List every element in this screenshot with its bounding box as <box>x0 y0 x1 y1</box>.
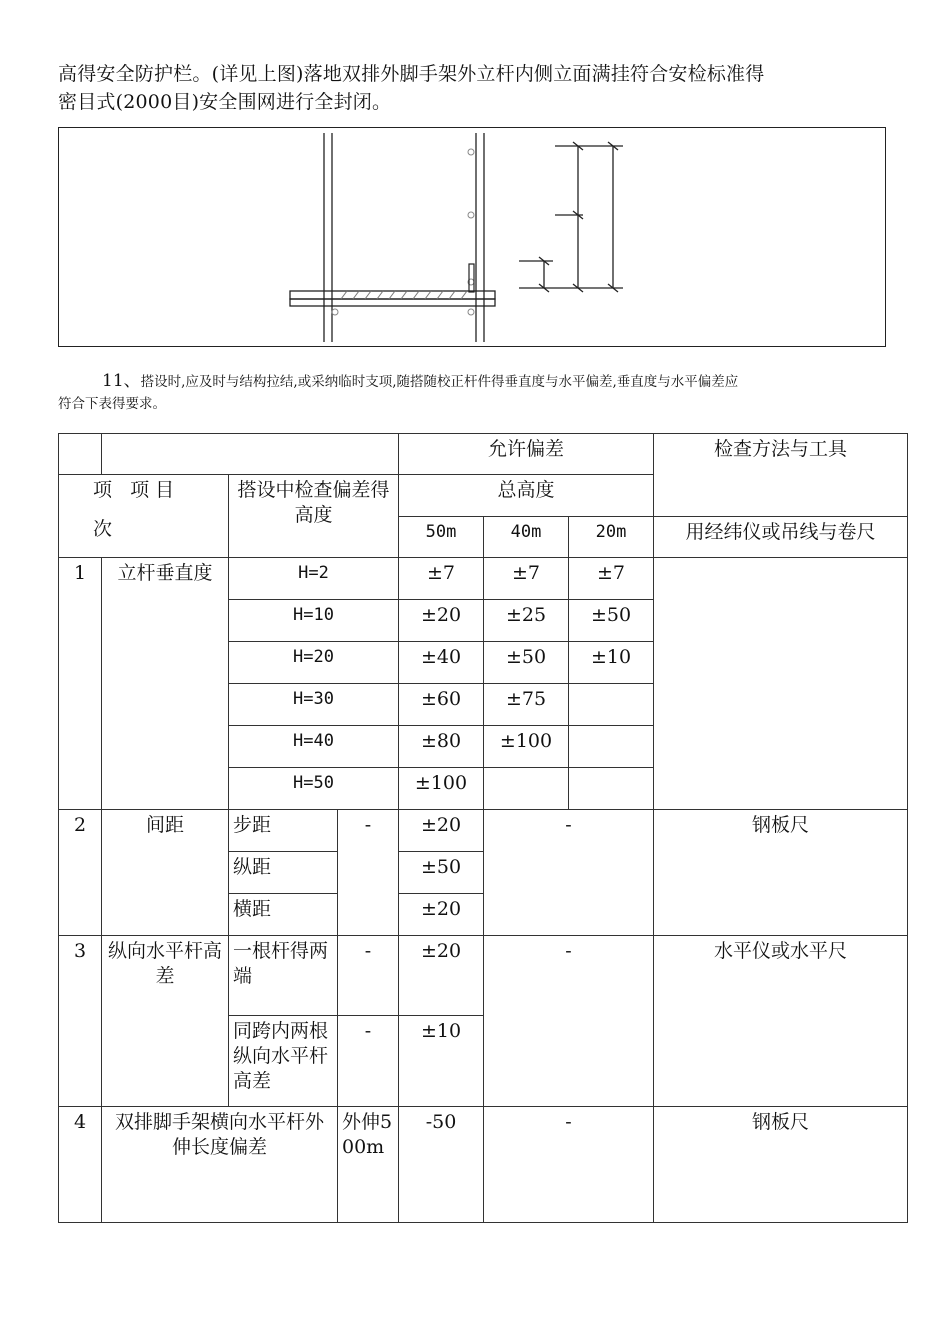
header-50m: 50m <box>399 517 484 558</box>
row4-value: -50 <box>399 1107 484 1223</box>
row2-dash: - <box>484 810 654 936</box>
row1-40m: ±50 <box>484 642 569 684</box>
row1-50m: ±20 <box>399 600 484 642</box>
guardrail-drawing <box>59 128 887 348</box>
row2-method: 钢板尺 <box>654 810 908 936</box>
row3-mark: - <box>338 1016 399 1107</box>
row3-name: 纵向水平杆高差 <box>102 936 229 1107</box>
header-20m: 20m <box>569 517 654 558</box>
header-height-during: 搭设中检查偏差得高度 <box>229 475 399 558</box>
row1-50m: ±100 <box>399 768 484 810</box>
row2-label: 纵距 <box>229 852 338 894</box>
row1-height: H=10 <box>229 600 399 642</box>
intro-line-2: 密目式(2000目)安全围网进行全封闭。 <box>58 91 392 113</box>
row2-name: 间距 <box>102 810 229 936</box>
row2-value: ±20 <box>399 894 484 936</box>
row1-50m: ±80 <box>399 726 484 768</box>
header-item-name: 项 目 <box>130 479 175 501</box>
row1-height: H=20 <box>229 642 399 684</box>
row1-40m: ±100 <box>484 726 569 768</box>
row2-value: ±20 <box>399 810 484 852</box>
intro-paragraph <box>58 60 898 116</box>
row1-method <box>654 558 908 810</box>
item-11-line-2: 符合下表得要求。 <box>58 396 166 412</box>
row3-label: 一根杆得两端 <box>229 936 338 1016</box>
header-method-1: 用经纬仪或吊线与卷尺 <box>654 517 908 558</box>
row2-value: ±50 <box>399 852 484 894</box>
header-allowed-deviation: 允许偏差 <box>399 434 654 475</box>
row1-20m <box>569 684 654 726</box>
row1-50m: ±7 <box>399 558 484 600</box>
row4-no: 4 <box>59 1107 102 1223</box>
row1-20m <box>569 768 654 810</box>
row1-40m: ±75 <box>484 684 569 726</box>
row1-height: H=50 <box>229 768 399 810</box>
row3-value: ±10 <box>399 1016 484 1107</box>
row1-name: 立杆垂直度 <box>102 558 229 810</box>
row1-50m: ±40 <box>399 642 484 684</box>
row4-method: 钢板尺 <box>654 1107 908 1223</box>
row3-dash: - <box>484 936 654 1107</box>
row1-20m: ±7 <box>569 558 654 600</box>
header-empty-name <box>102 434 399 475</box>
row3-mark: - <box>338 936 399 1016</box>
row1-no: 1 <box>59 558 102 810</box>
item-number: 11、 <box>102 371 141 391</box>
row3-label: 同跨内两根纵向水平杆高差 <box>229 1016 338 1107</box>
row3-value: ±20 <box>399 936 484 1016</box>
row1-20m: ±10 <box>569 642 654 684</box>
header-check-method: 检查方法与工具 <box>654 434 908 517</box>
row2-label: 步距 <box>229 810 338 852</box>
row1-40m: ±25 <box>484 600 569 642</box>
deviation-table <box>58 433 908 1223</box>
intro-line-1: 高得安全防护栏。(详见上图)落地双排外脚手架外立杆内侧立面满挂符合安检标准得 <box>58 63 765 85</box>
row1-50m: ±60 <box>399 684 484 726</box>
row2-no: 2 <box>59 810 102 936</box>
row1-height: H=30 <box>229 684 399 726</box>
header-total-height: 总高度 <box>399 475 654 517</box>
header-40m: 40m <box>484 517 569 558</box>
row4-ext: 外伸500m <box>338 1107 399 1223</box>
item-11-paragraph <box>58 370 898 415</box>
row4-name: 双排脚手架横向水平杆外伸长度偏差 <box>102 1107 338 1223</box>
row1-height: H=2 <box>229 558 399 600</box>
header-item: 项 项 目 次 <box>59 475 229 558</box>
header-empty-no <box>59 434 102 475</box>
row1-20m: ±50 <box>569 600 654 642</box>
row1-40m <box>484 768 569 810</box>
scaffold-guardrail-figure <box>58 127 886 347</box>
item-11-line-1: 搭设时,应及时与结构拉结,或采纳临时支项,随搭随校正杆件得垂直度与水平偏差,垂直度与水平偏差应 <box>140 374 739 390</box>
row1-20m <box>569 726 654 768</box>
row1-height: H=40 <box>229 726 399 768</box>
row3-no: 3 <box>59 936 102 1107</box>
row1-40m: ±7 <box>484 558 569 600</box>
row2-mark: - <box>338 810 399 936</box>
row3-method: 水平仪或水平尺 <box>654 936 908 1107</box>
row4-dash: - <box>484 1107 654 1223</box>
row2-label: 横距 <box>229 894 338 936</box>
